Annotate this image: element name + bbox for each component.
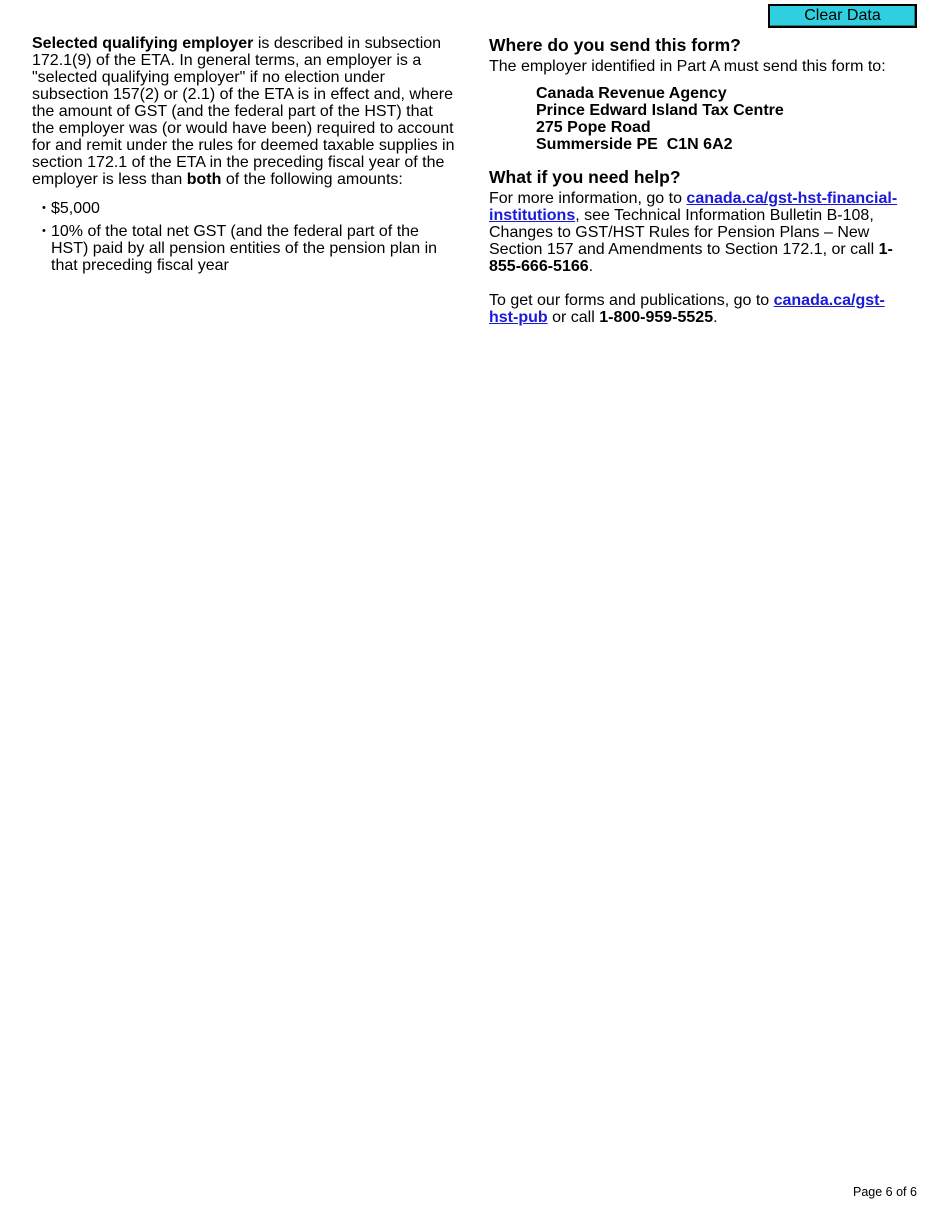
send-heading: Where do you send this form?: [489, 35, 741, 55]
forms-mid: or call: [547, 309, 600, 326]
list-item-text: 10% of the total net GST (and the federal part of the HST) paid by all pension entities of the pension plan in that preceding fiscal year: [51, 223, 438, 274]
forms-phone: 1-800-959-5525: [599, 309, 714, 326]
help-phone: 1-855-666-5166: [489, 241, 893, 275]
help-heading: What if you need help?: [489, 167, 681, 187]
address-line: Summerside PE C1N 6A2: [536, 136, 733, 153]
bullet-icon: •: [42, 225, 46, 237]
definition-text-1: is described in subsection 172.1(9) of the ETA. In general terms, an employer is a "selected qualifying employer" if no election under subsection 157(2) or (2.1) of the ETA is in effect and, where the amount of GST (and the federal part of the HST) that the employer was (or would have been) required to account for and remit under the rules for deemed taxable supplies in section 172.1 of the ETA in the preceding fiscal year of the employer is less than: [32, 35, 455, 188]
address-line: 275 Pope Road: [536, 119, 651, 136]
address-line: Canada Revenue Agency: [536, 85, 727, 102]
amounts-list: [32, 200, 457, 274]
page-number: Page 6 of 6: [853, 1185, 917, 1199]
list-item: [32, 200, 457, 217]
definition-text-2: of the following amounts:: [221, 171, 403, 188]
send-text: The employer identified in Part A must send this form to:: [489, 58, 886, 75]
help-paragraph: [489, 190, 914, 275]
gst-hst-pub-link[interactable]: canada.ca/gst-hst-pub: [489, 292, 885, 326]
help-end: .: [588, 258, 594, 275]
address-line: Prince Edward Island Tax Centre: [536, 102, 784, 119]
mailing-address: [536, 85, 914, 153]
financial-institutions-link[interactable]: canada.ca/gst-hst-financial-institutions: [489, 190, 898, 224]
forms-paragraph: [489, 292, 914, 326]
list-item: [32, 223, 457, 274]
selected-qualifying-employer-paragraph: [32, 35, 457, 188]
left-column: [32, 35, 457, 280]
term-label: Selected qualifying employer: [32, 35, 254, 52]
forms-end: .: [713, 309, 718, 326]
forms-intro: To get our forms and publications, go to: [489, 292, 774, 309]
clear-data-button[interactable]: Clear Data: [768, 4, 917, 28]
bullet-icon: •: [42, 202, 46, 214]
both-emphasis: both: [186, 171, 222, 188]
help-intro: For more information, go to: [489, 190, 687, 207]
list-item-text: $5,000: [51, 200, 100, 217]
right-column: [489, 35, 914, 326]
help-mid: , see Technical Information Bulletin B-108, Changes to GST/HST Rules for Pension Plans – New Section 157 and Amendments to Section 172.1, or call: [489, 207, 879, 258]
